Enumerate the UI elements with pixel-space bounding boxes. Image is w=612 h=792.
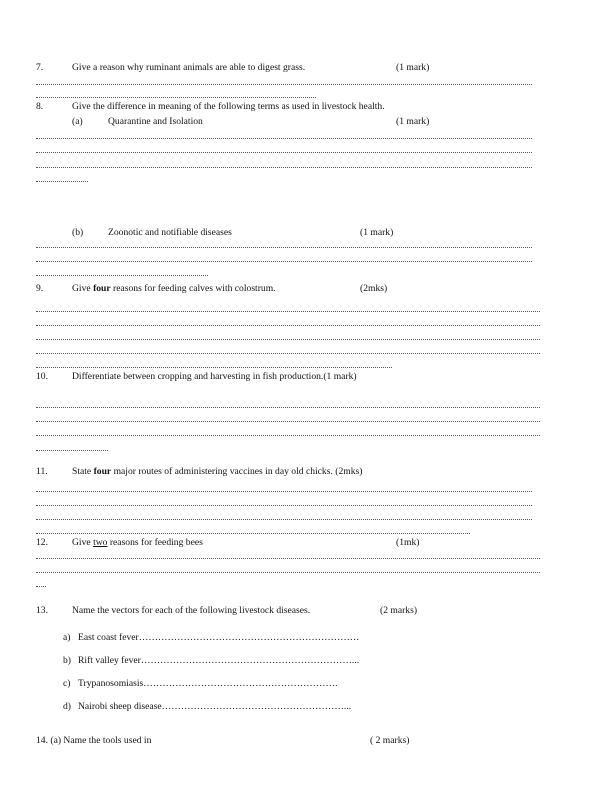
q14-marks: ( 2 marks) — [370, 735, 410, 746]
answer-line[interactable] — [36, 367, 392, 368]
q13-marks: (2 marks) — [380, 605, 418, 616]
q12-emphasis: two — [93, 537, 108, 548]
q11-text — [72, 466, 362, 477]
q8b-label: (b) — [72, 227, 84, 238]
q8b-text: Zoonotic and notifiable diseases — [108, 227, 232, 238]
q11-emphasis: four — [93, 466, 112, 477]
answer-line[interactable] — [36, 247, 532, 248]
q9-number: 9. — [36, 283, 44, 294]
answer-line[interactable] — [36, 353, 540, 354]
q8-number: 8. — [36, 101, 44, 112]
answer-line[interactable] — [36, 261, 532, 262]
q11-number: 11. — [36, 466, 48, 477]
q12-text-pre: Give — [72, 537, 94, 548]
q12-text — [72, 537, 203, 548]
q13-text: Name the vectors for each of the following livestock diseases. — [72, 605, 311, 616]
answer-line[interactable] — [36, 450, 108, 451]
q12-marks: (1mk) — [396, 537, 420, 548]
q7-text: Give a reason why ruminant animals are able to digest grass. — [72, 62, 306, 73]
q8b-marks: (1 mark) — [360, 227, 394, 238]
q13-item-rift-valley-fever[interactable]: Rift valley fever…………………………………………………………... — [78, 655, 360, 666]
answer-line[interactable] — [36, 533, 470, 534]
q11-text-pre: State — [72, 466, 94, 477]
q13-number: 13. — [36, 605, 48, 616]
answer-line[interactable] — [36, 519, 532, 520]
answer-line[interactable] — [36, 435, 540, 436]
q13-item-east-coast-fever[interactable]: East coast fever…………………………………………………………… — [78, 632, 360, 643]
answer-line[interactable] — [36, 275, 208, 276]
q13-item-nairobi-sheep-disease[interactable]: Nairobi sheep disease…………………………………………………... — [78, 701, 352, 712]
q10-number: 10. — [36, 371, 48, 382]
q11-text-post: major routes of administering vaccines in day old chicks. (2mks) — [111, 466, 363, 477]
q13-item-trypanosomiasis[interactable]: Trypanosomiasis……………………………………………………. — [78, 678, 338, 689]
q14-text: 14. (a) Name the tools used in — [36, 735, 152, 746]
answer-line[interactable] — [36, 558, 540, 559]
q13-item-label: d) — [63, 701, 71, 712]
q7-marks: (1 mark) — [396, 62, 430, 73]
q9-text — [72, 283, 276, 294]
answer-line[interactable] — [36, 181, 88, 182]
answer-line[interactable] — [36, 491, 532, 492]
answer-line[interactable] — [36, 421, 540, 422]
q7-number: 7. — [36, 62, 44, 73]
q8-text: Give the difference in meaning of the following terms as used in livestock health. — [72, 101, 385, 112]
q13-item-label: a) — [63, 632, 71, 643]
answer-line[interactable] — [36, 407, 540, 408]
q8a-text: Quarantine and Isolation — [108, 116, 203, 127]
q9-emphasis: four — [93, 283, 111, 294]
q9-text-post: reasons for feeding calves with colostrum. — [110, 283, 276, 294]
q12-text-post: reasons for feeding bees — [107, 537, 203, 548]
answer-line[interactable] — [36, 97, 316, 98]
q9-text-pre: Give — [72, 283, 94, 294]
answer-line[interactable] — [36, 167, 532, 168]
answer-line[interactable] — [36, 311, 540, 312]
q8a-marks: (1 mark) — [396, 116, 430, 127]
answer-line[interactable] — [36, 572, 540, 573]
answer-line[interactable] — [36, 152, 532, 153]
answer-line[interactable] — [36, 84, 532, 85]
q13-item-label: c) — [63, 678, 71, 689]
q13-item-label: b) — [63, 655, 71, 666]
q12-number: 12. — [36, 537, 48, 548]
q10-text: Differentiate between cropping and harvesting in fish production.(1 mark) — [72, 371, 357, 382]
answer-line[interactable] — [36, 505, 532, 506]
answer-line[interactable] — [36, 138, 532, 139]
q9-marks: (2mks) — [360, 283, 388, 294]
q8a-label: (a) — [72, 116, 83, 127]
answer-line[interactable] — [36, 339, 540, 340]
answer-line[interactable] — [36, 325, 540, 326]
answer-line[interactable] — [36, 586, 46, 587]
